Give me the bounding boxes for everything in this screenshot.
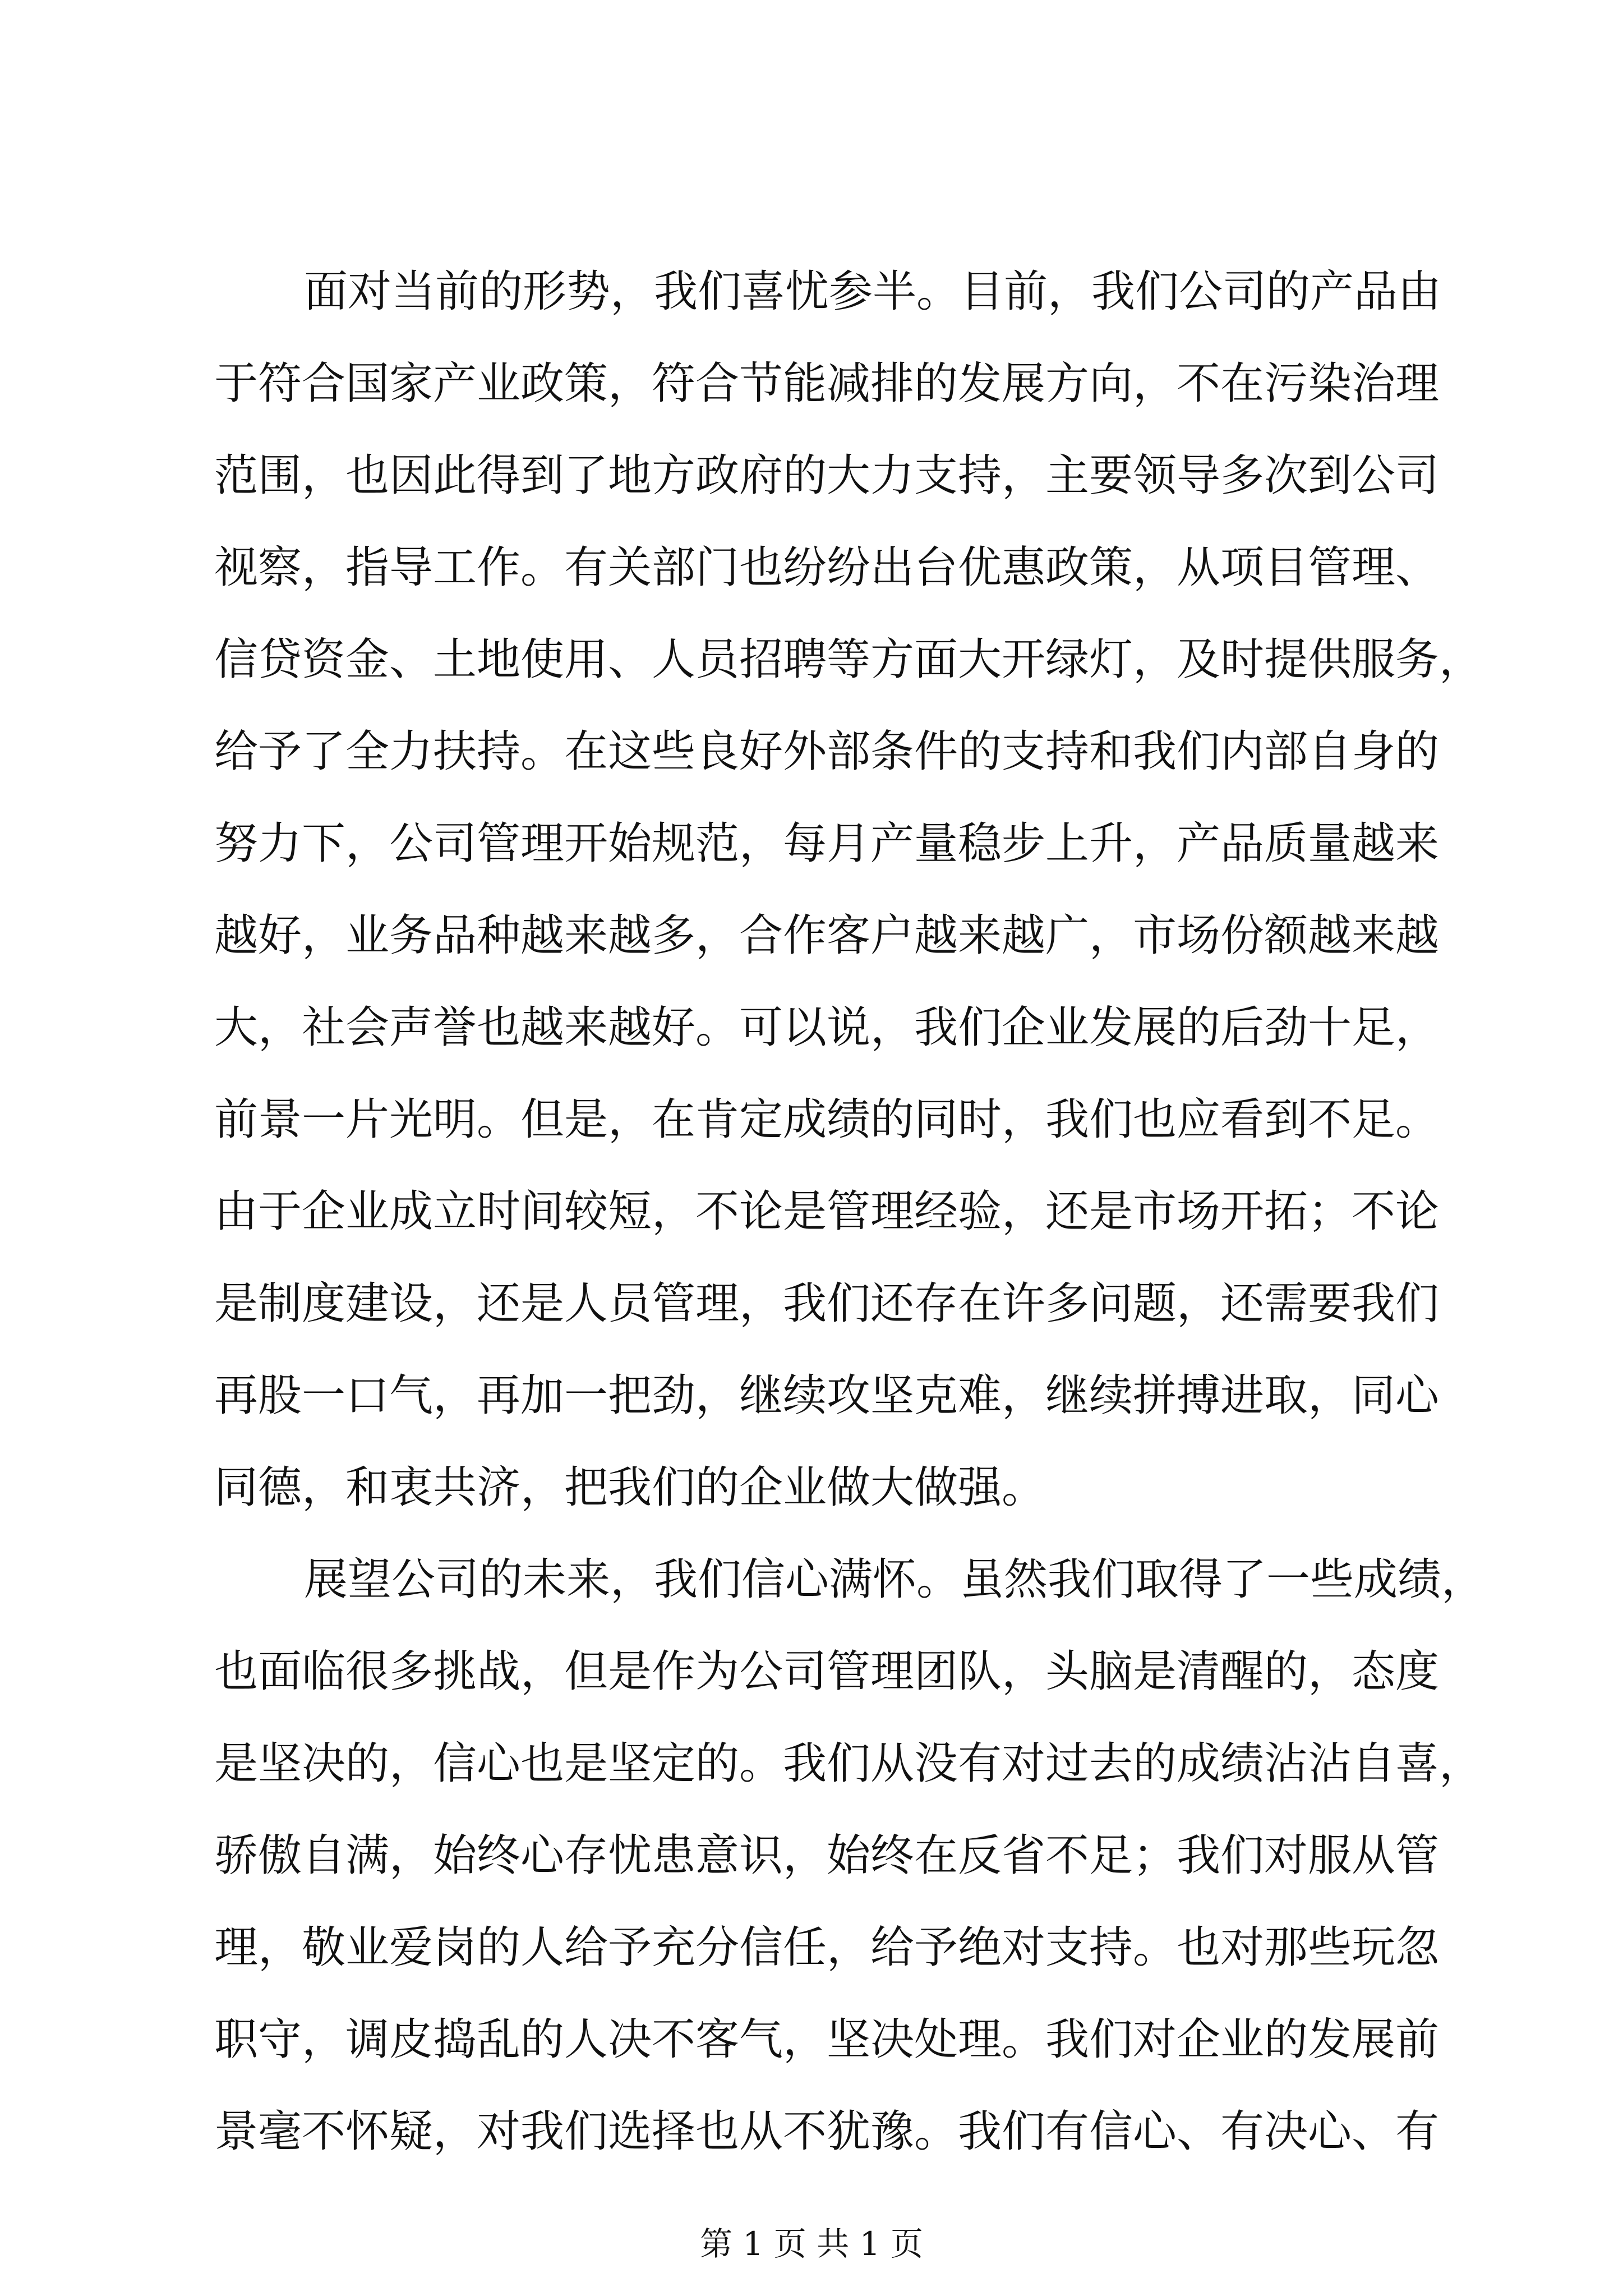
- text-line: 也面临很多挑战，但是作为公司管理团队，头脑是清醒的，态度: [214, 1646, 1440, 1697]
- text-line: 职守，调皮捣乱的人决不客气，坚决处理。我们对企业的发展前: [214, 2014, 1440, 2065]
- text-line: 努力下，公司管理开始规范，每月产量稳步上升，产品质量越来: [214, 818, 1440, 869]
- text-line: 越好，业务品种越来越多，合作客户越来越广，市场份额越来越: [214, 910, 1440, 961]
- text-line: 是坚决的，信心也是坚定的。我们从没有对过去的成绩沾沾自喜，: [214, 1738, 1483, 1789]
- text-line: 再股一口气，再加一把劲，继续攻坚克难，继续拼搏进取，同心: [214, 1370, 1440, 1421]
- text-line: 给予了全力扶持。在这些良好外部条件的支持和我们内部自身的: [214, 726, 1440, 777]
- text-line: 骄傲自满，始终心存忧患意识，始终在反省不足；我们对服从管: [214, 1830, 1440, 1881]
- page-footer: 第 1 页 共 1 页: [700, 2225, 923, 2263]
- text-line: 理，敬业爱岗的人给予充分信任，给予绝对支持。也对那些玩忽: [214, 1922, 1440, 1973]
- text-line: 视察，指导工作。有关部门也纷纷出台优惠政策，从项目管理、: [214, 542, 1440, 593]
- text-line: 由于企业成立时间较短，不论是管理经验，还是市场开拓；不论: [214, 1186, 1440, 1237]
- text-line: 同德，和衷共济，把我们的企业做大做强。: [214, 1462, 1046, 1513]
- text-line: 信贷资金、土地使用、人员招聘等方面大开绿灯，及时提供服务，: [214, 634, 1483, 685]
- text-line: 范围，也因此得到了地方政府的大力支持，主要领导多次到公司: [214, 450, 1440, 501]
- text-line: 展望公司的未来，我们信心满怀。虽然我们取得了一些成绩，: [304, 1554, 1486, 1605]
- text-line: 于符合国家产业政策，符合节能减排的发展方向，不在污染治理: [214, 358, 1440, 409]
- text-line: 面对当前的形势，我们喜忧参半。目前，我们公司的产品由: [304, 266, 1442, 317]
- text-line: 前景一片光明。但是，在肯定成绩的同时，我们也应看到不足。: [214, 1094, 1440, 1145]
- text-line: 景毫不怀疑，对我们选择也从不犹豫。我们有信心、有决心、有: [214, 2106, 1440, 2157]
- text-line: 大，社会声誉也越来越好。可以说，我们企业发展的后劲十足，: [214, 1002, 1440, 1053]
- text-line: 是制度建设，还是人员管理，我们还存在许多问题，还需要我们: [214, 1278, 1440, 1329]
